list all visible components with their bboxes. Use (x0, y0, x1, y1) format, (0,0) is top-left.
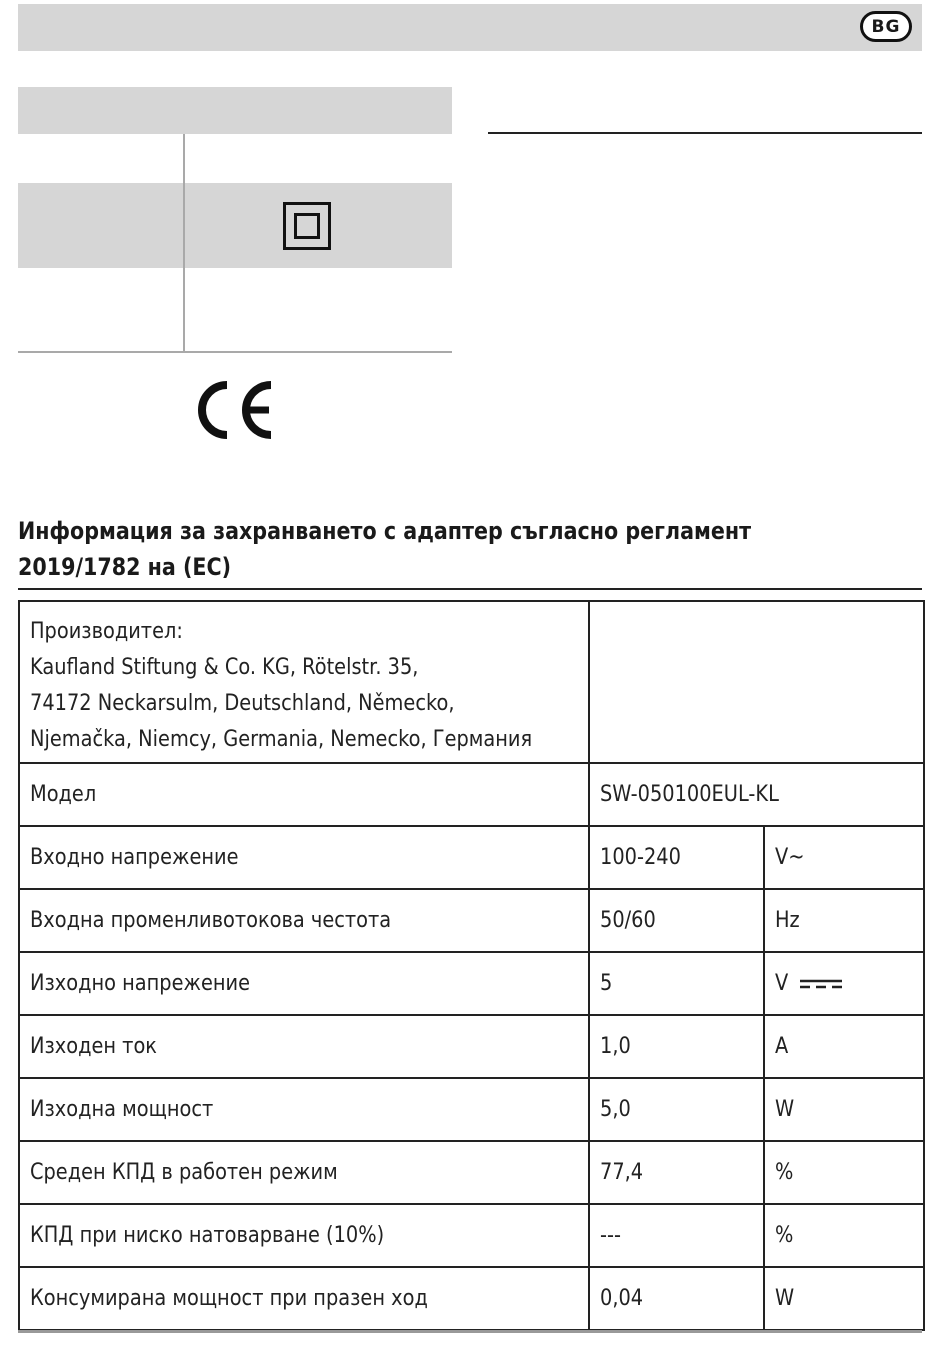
table-cell-value: 77,4 (589, 1141, 764, 1204)
table-cell-unit: V (764, 952, 924, 1015)
manufacturer-value-cell (589, 601, 924, 763)
table-cell-unit: W (764, 1078, 924, 1141)
ce-mark-icon (192, 378, 278, 442)
table-cell-unit: A (764, 1015, 924, 1078)
table-row (19, 1204, 924, 1267)
symbol-table-header (18, 87, 452, 134)
table-cell-label: Модел (19, 763, 589, 826)
table-cell-unit: % (764, 1204, 924, 1267)
table-cell-value: 0,04 (589, 1267, 764, 1330)
top-header-bar (18, 4, 922, 51)
table-row (19, 952, 924, 1015)
model-value: SW-050100EUL-KL (589, 763, 924, 826)
section-title-line2: 2019/1782 на (ЕС) (18, 553, 232, 581)
table-cell-label: Консумирана мощност при празен ход (19, 1267, 589, 1330)
table-cell-label: КПД при ниско натоварване (10%) (19, 1204, 589, 1267)
table-cell-unit: Hz (764, 889, 924, 952)
table-row (19, 1141, 924, 1204)
table-row (19, 826, 924, 889)
table-cell-label: Входна променливотокова честота (19, 889, 589, 952)
manufacturer-cell (19, 601, 589, 763)
table-row-model (19, 763, 924, 826)
page-bottom-rule (18, 1330, 922, 1333)
table-cell-value: 5 (589, 952, 764, 1015)
right-column-rule (488, 132, 922, 134)
manufacturer-line2: 74172 Neckarsulm, Deutschland, Německo, (30, 691, 455, 716)
table-row (19, 1078, 924, 1141)
symbol-table-shaded-row (18, 183, 452, 268)
dc-symbol-icon (799, 977, 843, 991)
table-cell-label: Среден КПД в работен режим (19, 1141, 589, 1204)
manufacturer-line3: Njemačka, Niemcy, Germania, Nemecko, Германия (30, 727, 533, 752)
table-cell-unit: W (764, 1267, 924, 1330)
double-square-icon (283, 202, 331, 250)
symbol-table-divider (183, 134, 185, 353)
manufacturer-line1: Kaufland Stiftung & Co. KG, Rötelstr. 35, (30, 655, 419, 680)
power-supply-info-table (18, 600, 925, 1331)
table-cell-value: 5,0 (589, 1078, 764, 1141)
table-row (19, 1267, 924, 1330)
table-cell-unit: % (764, 1141, 924, 1204)
table-cell-value: 50/60 (589, 889, 764, 952)
symbol-table-bottom-border (18, 351, 452, 353)
table-cell-label: Изходно напрежение (19, 952, 589, 1015)
table-cell-label: Изходна мощност (19, 1078, 589, 1141)
table-cell-value: 100-240 (589, 826, 764, 889)
table-cell-label: Изходен ток (19, 1015, 589, 1078)
language-badge: BG (860, 11, 912, 42)
table-row-manufacturer (19, 601, 924, 763)
table-cell-value: 1,0 (589, 1015, 764, 1078)
table-row (19, 889, 924, 952)
table-cell-value: --- (589, 1204, 764, 1267)
section-title-line1: Информация за захранването с адаптер съгласно регламент (18, 517, 752, 545)
manufacturer-label: Производител: (30, 619, 183, 644)
section-title-underline (18, 588, 922, 590)
table-cell-label: Входно напрежение (19, 826, 589, 889)
section-title (18, 513, 792, 585)
table-cell-unit: V~ (764, 826, 924, 889)
table-row (19, 1015, 924, 1078)
